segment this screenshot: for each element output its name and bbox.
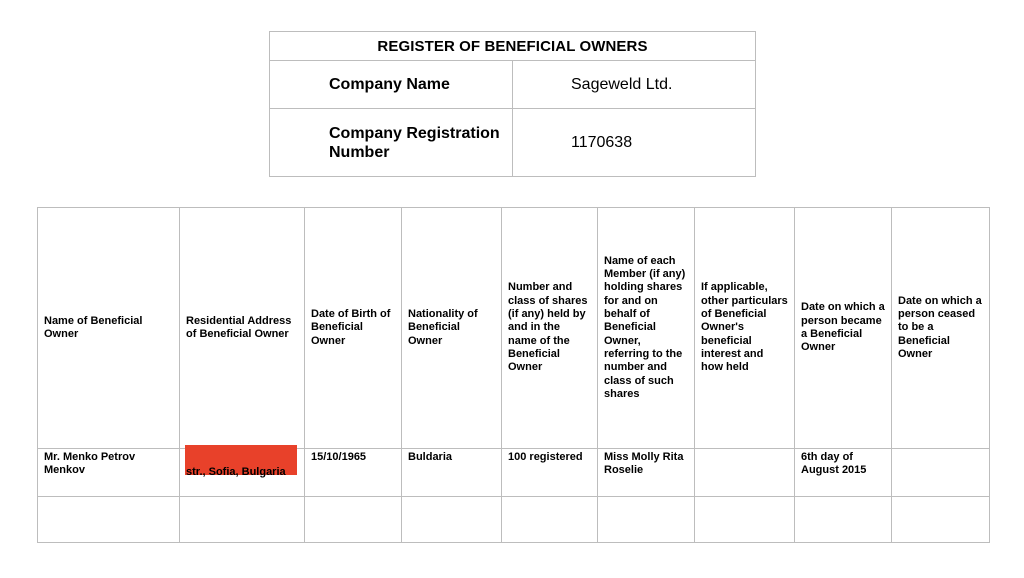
header-particulars: If applicable, other particulars of Beneficial Owner's beneficial interest and how held bbox=[695, 208, 795, 449]
empty-cell bbox=[502, 497, 598, 543]
empty-cell bbox=[795, 497, 892, 543]
member-cell: Miss Molly Rita Roselie bbox=[598, 449, 695, 497]
registration-number-label: Company Registration Number bbox=[270, 109, 513, 177]
header-dob: Date of Birth of Beneficial Owner bbox=[305, 208, 402, 449]
company-info-table bbox=[269, 31, 756, 177]
header-member: Name of each Member (if any) holding shares for and on behalf of Beneficial Owner, referring to the number and class of such shares bbox=[598, 208, 695, 449]
empty-cell bbox=[180, 497, 305, 543]
table-row bbox=[38, 449, 990, 497]
address-cell bbox=[180, 449, 305, 497]
company-name-value: Sageweld Ltd. bbox=[513, 61, 756, 109]
header-date-became: Date on which a person became a Beneficial Owner bbox=[795, 208, 892, 449]
header-shares: Number and class of shares (if any) held by and in the name of the Beneficial Owner bbox=[502, 208, 598, 449]
empty-cell bbox=[305, 497, 402, 543]
shares-cell: 100 registered bbox=[502, 449, 598, 497]
beneficial-owners-table bbox=[37, 207, 990, 543]
header-nationality: Nationality of Beneficial Owner bbox=[402, 208, 502, 449]
empty-cell bbox=[695, 497, 795, 543]
company-name-label: Company Name bbox=[270, 61, 513, 109]
particulars-cell bbox=[695, 449, 795, 497]
header-owner-name: Name of Beneficial Owner bbox=[38, 208, 180, 449]
header-date-ceased: Date on which a person ceased to be a Beneficial Owner bbox=[892, 208, 990, 449]
dob-cell: 15/10/1965 bbox=[305, 449, 402, 497]
empty-cell bbox=[598, 497, 695, 543]
table-header-row bbox=[38, 208, 990, 449]
table-row-empty bbox=[38, 497, 990, 543]
owner-name-cell: Mr. Menko Petrov Menkov bbox=[38, 449, 180, 497]
empty-cell bbox=[892, 497, 990, 543]
header-address: Residential Address of Beneficial Owner bbox=[180, 208, 305, 449]
address-visible-text: str., Sofia, Bulgaria bbox=[186, 466, 286, 478]
date-ceased-cell bbox=[892, 449, 990, 497]
empty-cell bbox=[38, 497, 180, 543]
nationality-cell: Buldaria bbox=[402, 449, 502, 497]
empty-cell bbox=[402, 497, 502, 543]
registration-number-value: 1170638 bbox=[513, 109, 756, 177]
register-title: REGISTER OF BENEFICIAL OWNERS bbox=[270, 32, 756, 61]
date-became-cell: 6th day of August 2015 bbox=[795, 449, 892, 497]
